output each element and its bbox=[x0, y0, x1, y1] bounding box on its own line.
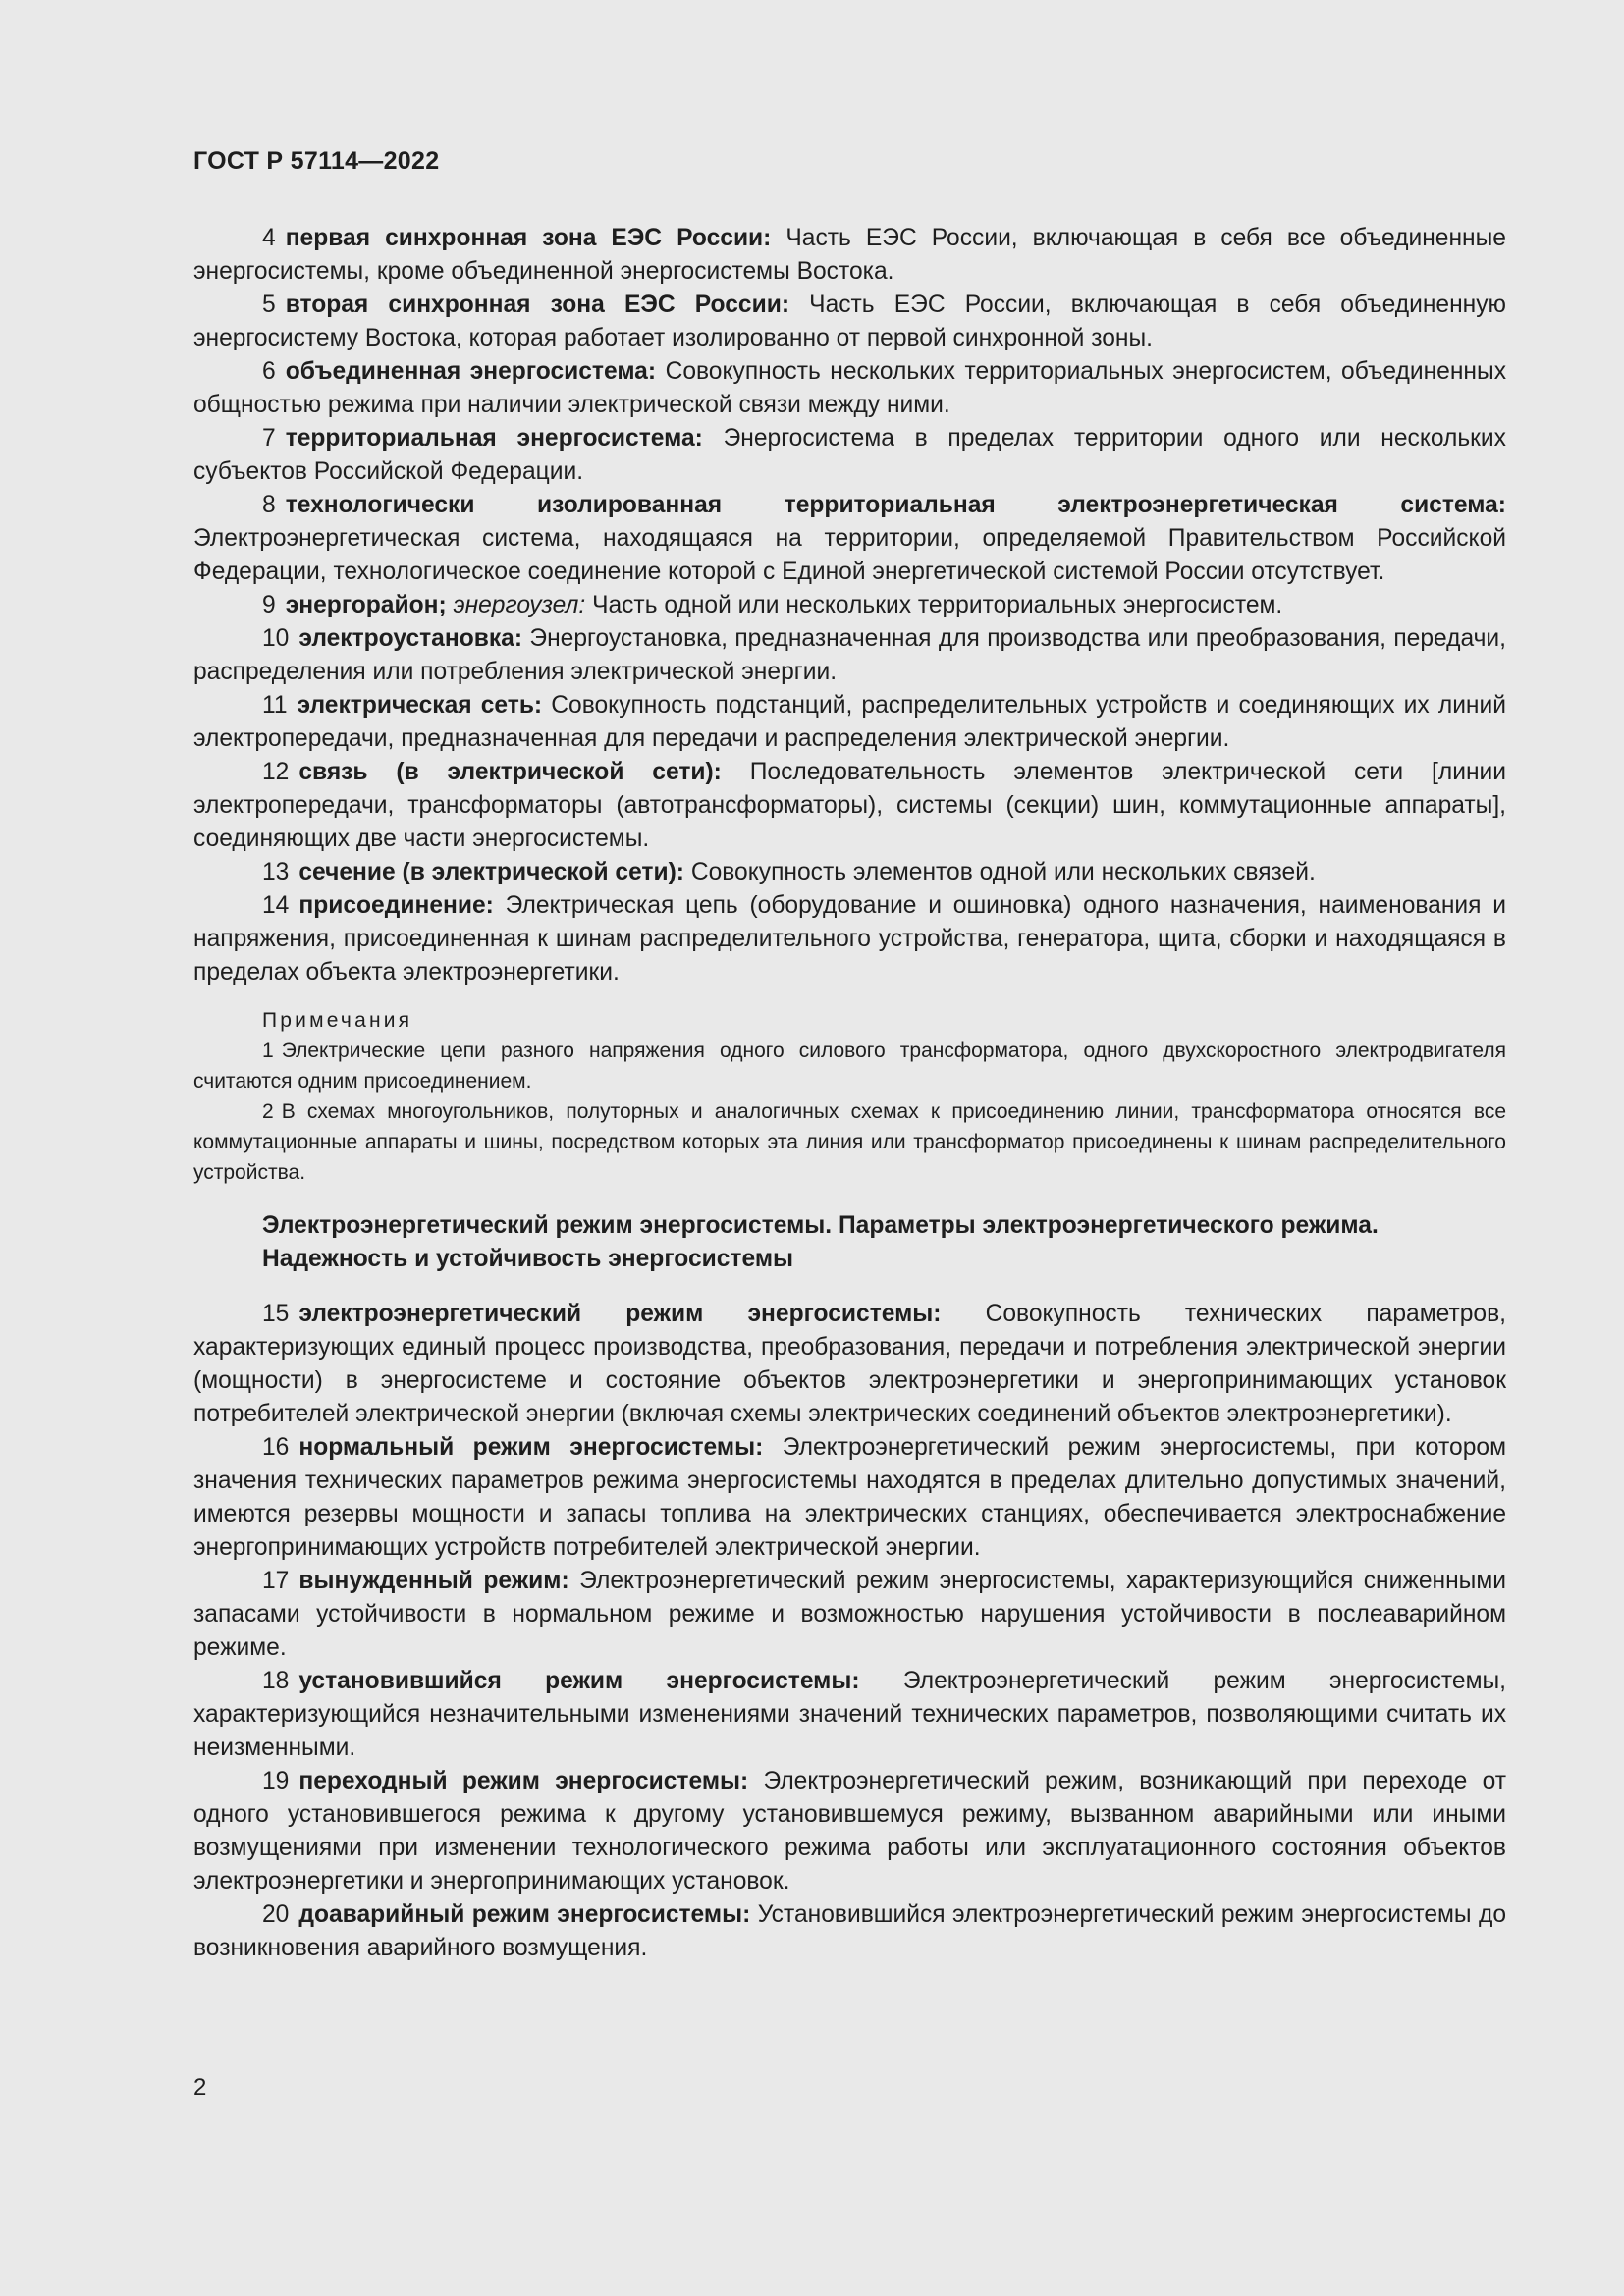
term-definition: Совокупность подстанций, распределительных устройств и соединяющих их линий электропередачи, предназначенная для передачи и распределения электрической энергии. bbox=[193, 692, 1506, 752]
term-name: связь (в электрической сети): bbox=[298, 759, 722, 785]
section-heading: Электроэнергетический режим энергосистемы. Параметры электроэнергетического режима. Надежность и устойчивость энергосистемы bbox=[262, 1212, 1379, 1272]
term-number: 8 bbox=[262, 492, 276, 518]
term-number: 9 bbox=[262, 592, 276, 618]
term-number: 7 bbox=[262, 425, 276, 452]
term-number: 19 bbox=[262, 1768, 290, 1794]
term-entry bbox=[193, 622, 1506, 689]
term-name: электроустановка: bbox=[298, 625, 523, 652]
term-name: доаварийный режим энергосистемы: bbox=[298, 1901, 751, 1928]
term-number: 5 bbox=[262, 292, 276, 318]
term-name: сечение (в электрической сети): bbox=[298, 859, 684, 885]
term-name: электроэнергетический режим энергосистемы: bbox=[298, 1301, 942, 1327]
term-definition: Электроэнергетический режим энергосистемы, при котором значения технических параметров режима энергосистемы находятся в пределах длительно допустимых значений, имеются резервы мощности и запасы топлива на электрических станциях, обеспечивается электроснабжение энергопринимающих устройств потребителей электрической энергии. bbox=[193, 1434, 1506, 1561]
term-entry bbox=[193, 1898, 1506, 1965]
note-item bbox=[193, 1096, 1506, 1188]
term-name: энергорайон; bbox=[285, 592, 447, 618]
term-entry bbox=[193, 489, 1506, 589]
term-entry bbox=[193, 422, 1506, 489]
term-definition: Часть одной или нескольких территориальных энергосистем. bbox=[592, 592, 1283, 618]
document-body bbox=[193, 222, 1506, 1965]
page-number: 2 bbox=[193, 2074, 207, 2101]
term-name: нормальный режим энергосистемы: bbox=[298, 1434, 764, 1461]
term-entry bbox=[193, 856, 1506, 889]
term-entry bbox=[193, 355, 1506, 422]
term-entry bbox=[193, 756, 1506, 856]
term-name: первая синхронная зона ЕЭС России: bbox=[285, 225, 772, 251]
term-definition: Совокупность нескольких территориальных энергосистем, объединенных общностью режима при наличии электрической связи между ними. bbox=[193, 358, 1506, 418]
terms-list-b bbox=[193, 1298, 1506, 1965]
term-synonym: энергоузел: bbox=[453, 592, 586, 618]
term-name: переходный режим энергосистемы: bbox=[298, 1768, 749, 1794]
term-number: 11 bbox=[262, 692, 288, 719]
note-item bbox=[193, 1036, 1506, 1096]
term-name: вторая синхронная зона ЕЭС России: bbox=[285, 292, 790, 318]
notes-block bbox=[193, 1005, 1506, 1188]
term-definition: Энергоустановка, предназначенная для производства или преобразования, передачи, распределения или потребления электрической энергии. bbox=[193, 625, 1507, 685]
term-definition: Установившийся электроэнергетический режим энергосистемы до возникновения аварийного возмущения. bbox=[193, 1901, 1506, 1961]
term-entry bbox=[193, 1565, 1506, 1665]
term-name: территориальная энергосистема: bbox=[285, 425, 703, 452]
term-number: 15 bbox=[262, 1301, 290, 1327]
term-number: 16 bbox=[262, 1434, 290, 1461]
term-definition: Электроэнергетический режим, возникающий при переходе от одного установившегося режима к другому установившемуся режиму, вызванном аварийными или иными возмущениями при изменении технологического режима работы или эксплуатационного состояния объектов электроэнергетики и энергопринимающих установок. bbox=[193, 1768, 1506, 1895]
term-entry bbox=[193, 222, 1506, 289]
note-number: 2 bbox=[262, 1100, 274, 1123]
term-name: вынужденный режим: bbox=[298, 1568, 569, 1594]
term-entry bbox=[193, 1765, 1506, 1898]
term-name: установившийся режим энергосистемы: bbox=[298, 1668, 860, 1694]
term-number: 12 bbox=[262, 759, 290, 785]
term-entry bbox=[193, 689, 1506, 756]
term-name: присоединение: bbox=[298, 892, 494, 919]
term-name: объединенная энергосистема: bbox=[285, 358, 657, 385]
term-entry bbox=[193, 1298, 1506, 1431]
document-header: ГОСТ Р 57114—2022 bbox=[193, 147, 440, 175]
term-entry bbox=[193, 889, 1506, 989]
term-number: 6 bbox=[262, 358, 276, 385]
term-number: 17 bbox=[262, 1568, 290, 1594]
term-entry bbox=[193, 1431, 1506, 1565]
term-number: 14 bbox=[262, 892, 290, 919]
term-definition: Электроэнергетическая система, находящаяся на территории, определяемой Правительством Российской Федерации, технологическое соединение которой с Единой энергетической системой России отсутствует. bbox=[193, 525, 1506, 585]
term-name: электрическая сеть: bbox=[297, 692, 543, 719]
term-definition: Часть ЕЭС России, включающая в себя объединенную энергосистему Востока, которая работает изолированно от первой синхронной зоны. bbox=[193, 292, 1507, 351]
term-name: технологически изолированная территориальная электроэнергетическая система: bbox=[285, 492, 1506, 518]
notes-title: Примечания bbox=[262, 1009, 413, 1032]
term-entry bbox=[193, 1665, 1506, 1765]
term-number: 10 bbox=[262, 625, 290, 652]
term-definition: Часть ЕЭС России, включающая в себя все объединенные энергосистемы, кроме объединенной энергосистемы Востока. bbox=[193, 225, 1506, 285]
notes-list bbox=[193, 1036, 1506, 1188]
term-definition: Электрическая цепь (оборудование и ошиновка) одного назначения, наименования и напряжения, присоединенная к шинам распределительного устройства, генератора, щита, сборки и находящаяся в пределах объекта электроэнергетики. bbox=[193, 892, 1506, 986]
terms-list-a bbox=[193, 222, 1506, 989]
term-definition: Электроэнергетический режим энергосистемы, характеризующийся сниженными запасами устойчивости в нормальном режиме и возможностью нарушения устойчивости в послеаварийном режиме. bbox=[193, 1568, 1506, 1661]
note-text: Электрические цепи разного напряжения одного силового трансформатора, одного двухскоростного электродвигателя считаются одним присоединением. bbox=[193, 1040, 1506, 1093]
term-number: 18 bbox=[262, 1668, 290, 1694]
term-definition: Совокупность элементов одной или нескольких связей. bbox=[690, 859, 1316, 885]
term-entry bbox=[193, 589, 1506, 622]
term-definition: Совокупность технических параметров, характеризующих единый процесс производства, преобразования, передачи и потребления электрической энергии (мощности) в энергосистеме и состояние объектов электроэнергетики и энергопринимающих установок потребителей электрической энергии (включая схемы электрических соединений объектов электроэнергетики). bbox=[193, 1301, 1506, 1427]
term-number: 20 bbox=[262, 1901, 290, 1928]
term-definition: Энергосистема в пределах территории одного или нескольких субъектов Российской Федерации. bbox=[193, 425, 1506, 485]
term-number: 4 bbox=[262, 225, 276, 251]
note-text: В схемах многоугольников, полуторных и аналогичных схемах к присоединению линии, трансформатора относятся все коммутационные аппараты и шины, посредством которых эта линия или трансформатор присоединены к шинам распределительного устройства. bbox=[193, 1100, 1506, 1184]
term-entry bbox=[193, 289, 1506, 355]
note-number: 1 bbox=[262, 1040, 274, 1062]
term-definition: Последовательность элементов электрической сети [линии электропередачи, трансформаторы (автотрансформаторы), системы (секции) шин, коммутационные аппараты], соединяющих две части энергосистемы. bbox=[193, 759, 1506, 852]
term-number: 13 bbox=[262, 859, 290, 885]
term-definition: Электроэнергетический режим энергосистемы, характеризующийся незначительными изменениями значений технических параметров, позволяющими считать их неизменными. bbox=[193, 1668, 1506, 1761]
